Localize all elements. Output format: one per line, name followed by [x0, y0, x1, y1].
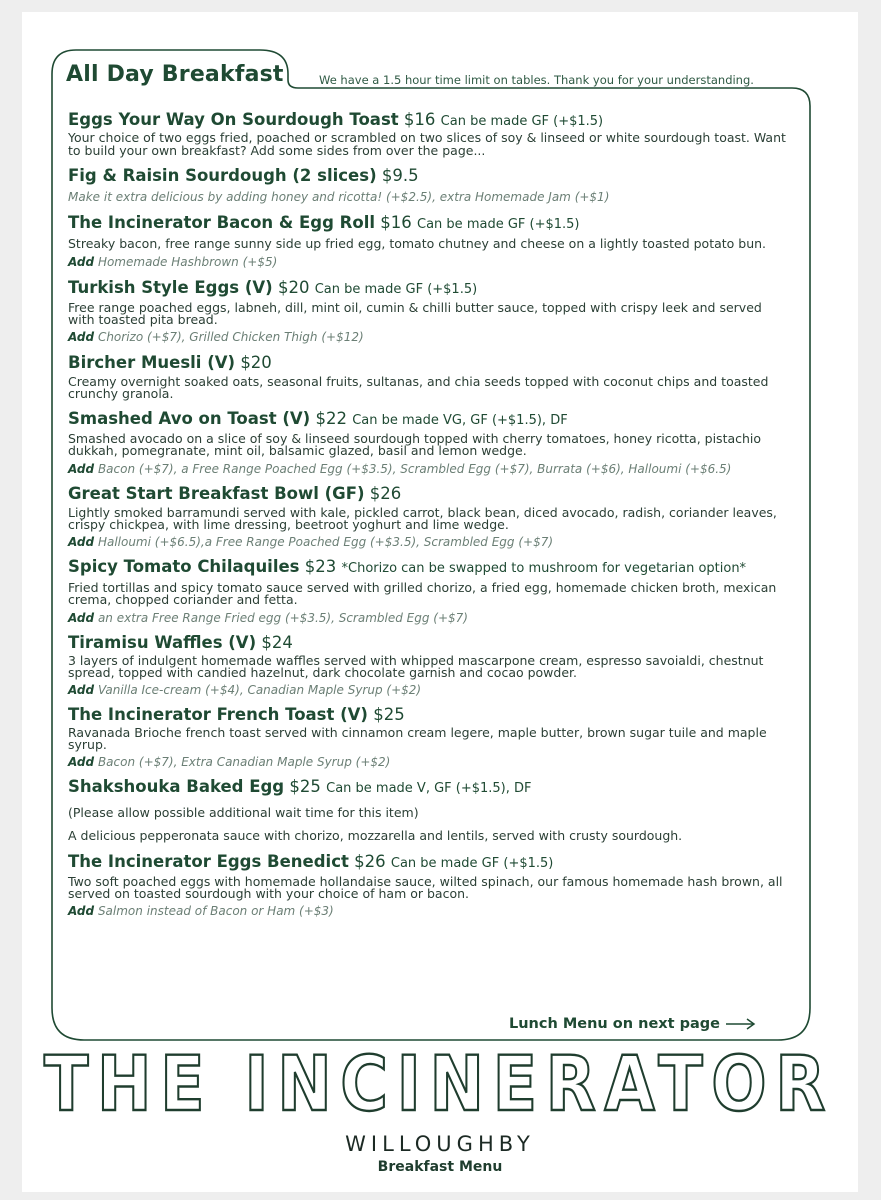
menu-items [68, 110, 788, 919]
menu-item [68, 353, 788, 401]
item-note: *Chorizo can be swapped to mushroom for vegetarian option* [341, 560, 747, 576]
brand-wordmark: THE INCINERATOR [44, 1039, 834, 1128]
item-name: Spicy Tomato Chilaquiles [68, 556, 300, 576]
next-page-label: Lunch Menu on next page [509, 1016, 721, 1032]
item-price: $16 [403, 110, 436, 129]
item-description: Creamy overnight soaked oats, seasonal fruits, sultanas, and chia seeds topped with coconut chips and toasted crunchy granola. [68, 373, 769, 401]
item-name: The Incinerator Bacon & Egg Roll [68, 213, 376, 232]
item-note: Can be made GF (+$1.5) [314, 281, 478, 297]
item-price: $22 [315, 408, 347, 428]
item-name: The Incinerator French Toast (V) [68, 704, 368, 724]
menu-item [68, 409, 788, 477]
menu-page [22, 12, 858, 1192]
item-addon: Add Salmon instead of Bacon or Ham (+$3) [68, 903, 334, 918]
item-name: Shakshouka Baked Egg [68, 776, 285, 796]
item-name: Eggs Your Way On Sourdough Toast [68, 110, 399, 129]
menu-name: Breakfast Menu [377, 1159, 503, 1175]
item-name: Bircher Muesli (V) [68, 352, 236, 372]
item-addon: Add Chorizo (+$7), Grilled Chicken Thigh (+$12) [68, 329, 364, 344]
item-price: $24 [261, 632, 293, 652]
item-note: Can be made GF (+$1.5) [417, 217, 580, 232]
item-description: 3 layers of indulgent homemade waffles served with whipped mascarpone cream, espresso savoialdi, chestnut spread, topped with candied hazelnut, dark chocolate garnish and cocao powder. [68, 652, 764, 680]
item-price: $23 [304, 556, 337, 576]
item-description: A delicious pepperonata sauce with chorizo, mozzarella and lentils, served with crusty sourdough. [68, 828, 683, 843]
item-note: Can be made GF (+$1.5) [390, 855, 554, 871]
menu-item [68, 278, 788, 345]
item-description: Free range poached eggs, labneh, dill, mint oil, cumin & chilli butter sauce, topped with crispy leek and served with toasted pita bread. [68, 299, 762, 327]
item-addon: Make it extra delicious by adding honey and ricotta! (+$2.5), extra Homemade Jam (+$1) [68, 190, 610, 204]
brand-logo [36, 1039, 842, 1128]
item-note: Can be made VG, GF (+$1.5), DF [352, 412, 568, 428]
section-title: All Day Breakfast [66, 62, 284, 87]
item-price: $16 [380, 213, 412, 232]
item-addon: Add Homemade Hashbrown (+$5) [68, 254, 278, 269]
menu-item [68, 110, 788, 157]
item-description: Streaky bacon, free range sunny side up fried egg, tomato chutney and cheese on a lightly toasted potato bun. [68, 236, 767, 251]
item-addon: Add Bacon (+$7), Extra Canadian Maple Syrup (+$2) [68, 754, 391, 769]
arrow-right-icon [725, 1016, 757, 1032]
item-description: Smashed avocado on a slice of soy & linseed sourdough topped with cherry tomatoes, honey ricotta, pistachio dukkah, pomegranate, mint oil, balsamic glazed, basil and lemon wedge. [68, 430, 762, 458]
item-name: Smashed Avo on Toast (V) [68, 408, 311, 428]
item-price: $9.5 [381, 166, 419, 185]
time-limit-notice: We have a 1.5 hour time limit on tables. Thank you for your understanding. [319, 73, 754, 87]
item-addon: Add an extra Free Range Fried egg (+$3.5), Scrambled Egg (+$7) [68, 610, 468, 625]
item-name: Turkish Style Eggs (V) [68, 277, 273, 297]
item-note: Can be made GF (+$1.5) [440, 114, 604, 129]
item-price: $20 [240, 352, 272, 372]
item-addon: Add Vanilla Ice-cream (+$4), Canadian Maple Syrup (+$2) [68, 682, 422, 697]
menu-item [68, 777, 788, 843]
item-addon: Add Halloumi (+$6.5),a Free Range Poached Egg (+$3.5), Scrambled Egg (+$7) [68, 534, 554, 549]
item-wait-note: (Please allow possible additional wait time for this item) [68, 804, 419, 820]
item-name: Great Start Breakfast Bowl (GF) [68, 483, 365, 503]
item-addon: Add Bacon (+$7), a Free Range Poached Egg (+$3.5), Scrambled Egg (+$7), Burrata (+$6), Halloumi (+$6.5) [68, 461, 732, 476]
item-name: The Incinerator Eggs Benedict [68, 851, 349, 871]
menu-item [68, 166, 788, 205]
item-price: $26 [354, 851, 386, 871]
item-description: Fried tortillas and spicy tomato sauce served with grilled chorizo, a fried egg, homemade chicken broth, mexican crema, chopped coriander and fetta. [68, 579, 777, 607]
menu-item [68, 213, 788, 270]
item-description: Two soft poached eggs with homemade hollandaise sauce, wilted spinach, our famous homemade hash brown, all served on toasted sourdough with your choice of ham or bacon. [68, 873, 783, 901]
menu-item [68, 633, 788, 698]
item-note: Can be made V, GF (+$1.5), DF [326, 780, 532, 796]
menu-item [68, 705, 788, 770]
menu-item [68, 852, 788, 919]
item-description: Lightly smoked barramundi served with kale, pickled carrot, black bean, diced avocado, radish, coriander leaves, crispy chickpea, with lime dressing, beetroot yoghurt and lime wedge. [68, 504, 777, 532]
menu-item [68, 557, 788, 626]
item-price: $20 [277, 277, 310, 297]
item-name: Tiramisu Waffles (V) [68, 632, 257, 652]
location-name: WILLOUGHBY [345, 1132, 535, 1156]
item-name: Fig & Raisin Sourdough (2 slices) [68, 166, 377, 185]
item-description: Ravanada Brioche french toast served with cinnamon cream legere, maple butter, brown sugar tuile and maple syrup. [68, 724, 767, 752]
item-description: Your choice of two eggs fried, poached or scrambled on two slices of soy & linseed or white sourdough toast. Want to build your own breakfast? Add some sides from over the page... [68, 130, 786, 158]
next-page-link[interactable] [509, 1016, 757, 1032]
menu-item [68, 484, 788, 550]
item-price: $26 [369, 483, 402, 503]
item-price: $25 [373, 704, 405, 724]
item-price: $25 [289, 776, 321, 796]
